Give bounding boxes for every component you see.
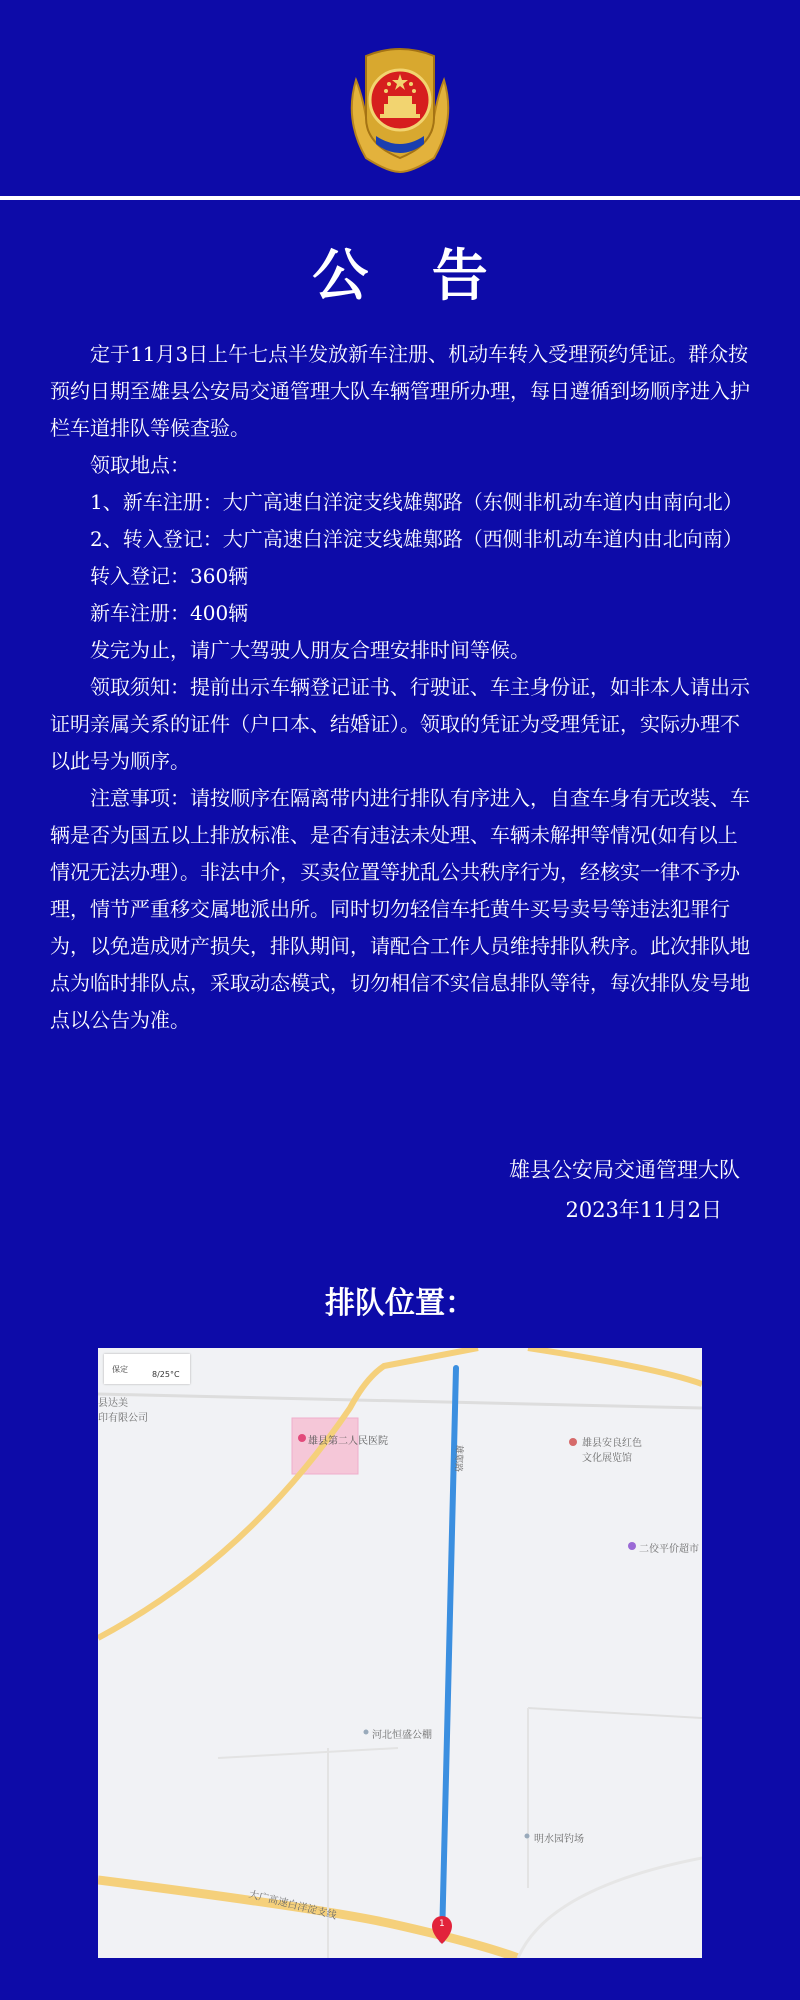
map-label-fishing: 明水园钓场 <box>534 1834 584 1845</box>
map-city-label: 保定 <box>112 1365 128 1374</box>
map-label-company: 县达美 印有限公司 <box>98 1398 148 1424</box>
map-label-shed: 河北恒盛公棚 <box>372 1730 432 1741</box>
notice-paragraph-intro: 定于11月3日上午七点半发放新车注册、机动车转入受理预约凭证。群众按预约日期至雄县公安局交通管理大队车辆管理所办理，每日遵循到场顺序进入护栏车道排队等候查验。 <box>50 342 750 440</box>
notice-title: 公 告 <box>312 243 510 309</box>
notice-paragraph-location-2: 2、转入登记：大广高速白洋淀支线雄鄚路（西侧非机动车道内由北向南） <box>90 527 743 551</box>
map-label-culture: 雄县安良红色 文化展览馆 <box>582 1438 642 1464</box>
notice-signature: 雄县公安局交通管理大队 <box>509 1158 740 1182</box>
notice-paragraph-new-count: 新车注册：400辆 <box>90 601 249 625</box>
weather-widget[interactable] <box>104 1354 190 1384</box>
notice-paragraph-transfer-count: 转入登记：360辆 <box>90 564 249 588</box>
map-weather-label: 8/25°C <box>152 1370 180 1379</box>
queue-location-map <box>98 1348 702 1958</box>
police-emblem-icon <box>336 40 464 180</box>
notice-body <box>50 336 750 1039</box>
notice-paragraph-location-heading: 领取地点： <box>90 453 190 477</box>
map-label-road: 雄鄚路 <box>452 1444 464 1473</box>
notice-signature-block <box>509 1150 740 1230</box>
map-label-hospital: 雄县第二人民医院 <box>308 1436 388 1447</box>
notice-paragraph-cautions: 注意事项：请按顺序在隔离带内进行排队有序进入，自查车身有无改装、车辆是否为国五以上排放标准、是否有违法未处理、车辆未解押等情况(如有以上情况无法办理）。非法中介，买卖位置等扰乱公共秩序行为，经核实一律不予办理，情节严重移交属地派出所。同时切勿轻信车托黄牛买号卖号等违法犯罪行为，以免造成财产损失，排队期间，请配合工作人员维持排队秩序。此次排队地点为临时排队点，采取动态模式，切勿相信不实信息排队等待，每次排队发号地点以公告为准。 <box>50 786 750 1032</box>
header-divider <box>0 196 800 200</box>
notice-paragraph-instructions: 领取须知：提前出示车辆登记证书、行驶证、车主身份证，如非本人请出示证明亲属关系的证件（户口本、结婚证）。领取的凭证为受理凭证，实际办理不以此号为顺序。 <box>50 675 750 773</box>
notice-paragraph-location-1: 1、新车注册：大广高速白洋淀支线雄鄚路（东侧非机动车道内由南向北） <box>90 490 743 514</box>
map-marker-label: 1 <box>439 1919 445 1929</box>
map-label-supermarket: 二佼平价超市 <box>639 1544 699 1555</box>
map-label-highway: 大广高速白洋淀支线 <box>247 1889 338 1922</box>
notice-paragraph-until-done: 发完为止，请广大驾驶人朋友合理安排时间等候。 <box>90 638 530 662</box>
notice-date: 2023年11月2日 <box>565 1198 722 1222</box>
queue-location-title: 排队位置： <box>325 1286 475 1321</box>
